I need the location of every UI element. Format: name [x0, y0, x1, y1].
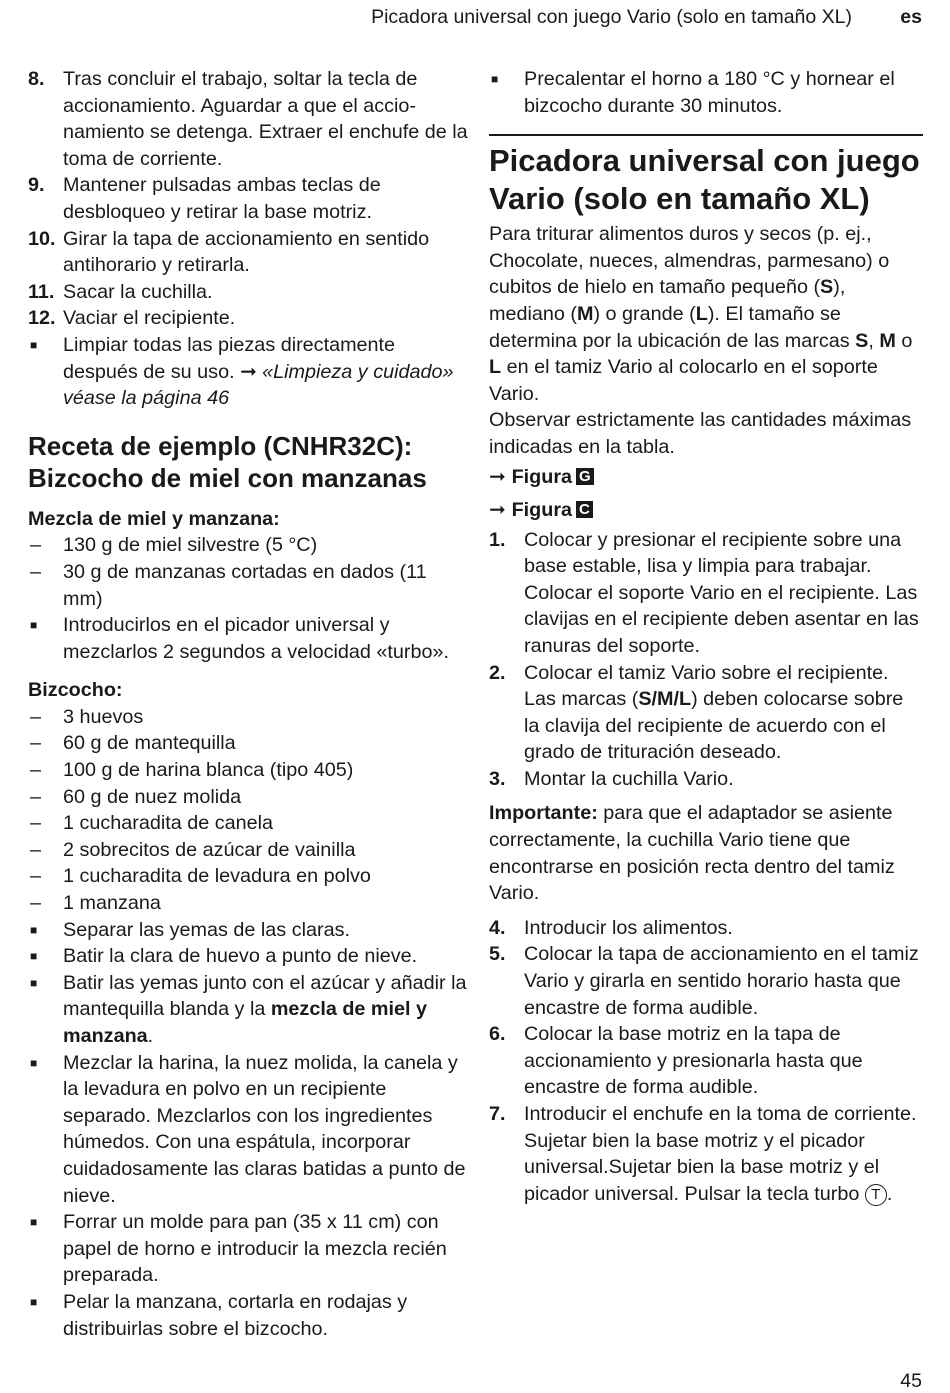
mark-m: M [879, 329, 896, 352]
intro-text: ). El tamaño se determina por la ubicación de las marcas [489, 302, 850, 352]
list-item [28, 332, 468, 412]
bullet-dash: – [30, 534, 42, 557]
observe-paragraph: Observar estrictamente las cantidades máximas indicadas en la tabla. [489, 409, 912, 458]
bullet-square: ■ [30, 922, 38, 937]
step-text: Introducir los alimentos. [524, 916, 733, 939]
ingredient-text: 100 g de harina blanca (tipo 405) [63, 759, 354, 782]
ingredient-text: 1 manzana [63, 892, 161, 915]
figure-label: Figura [511, 465, 573, 488]
intro-text: ) o grande ( [593, 302, 696, 325]
bullet-dash: – [30, 705, 42, 728]
section-divider [489, 134, 923, 136]
step-number: 9. [28, 174, 45, 197]
list-item [28, 784, 468, 811]
figure-reference [489, 461, 923, 494]
cross-reference: «Limpieza y cuidado» véase la página 46 [63, 360, 454, 410]
list-item [28, 226, 468, 279]
ingredient-text: 30 g de manzanas cortadas en dados (11 mm) [63, 560, 427, 610]
ingredient-text: 2 sobrecitos de azúcar de vainilla [63, 838, 356, 861]
list-item [28, 1050, 468, 1210]
step-text: Colocar la tapa de accionamiento en el tamiz Vario y girarla en sentido horario hasta que encastre de forma audible. [524, 943, 919, 1019]
list-item [28, 1209, 468, 1289]
step-text: Montar la cuchilla Vario. [524, 767, 734, 790]
language-code: es [900, 6, 922, 28]
list-item [28, 890, 468, 917]
section-title: Picadora universal con juego Vario (solo en tamaño XL) [489, 143, 920, 216]
step-list [28, 66, 468, 332]
bullet-dash: – [30, 759, 42, 782]
instruction-text: Mezclar la harina, la nuez molida, la canela y la levadura en polvo en un recipiente separado. Mezclarlos con los ingredientes húmedos. Con una espátula, incorporar cuidadosamente las claras batidas a punto de nieve. [63, 1051, 466, 1207]
bullet-square: ■ [30, 1055, 38, 1070]
ingredient-list [28, 704, 468, 917]
step-number: 12. [28, 307, 56, 330]
bullet-dash: – [30, 812, 42, 835]
list-item [28, 943, 468, 970]
list-item [489, 766, 923, 793]
ingredient-text: 1 cucharadita de levadura en polvo [63, 865, 371, 888]
step-text: Mantener pulsadas ambas teclas de desbloqueo y retirar la base motriz. [63, 174, 381, 223]
size-s: S [820, 276, 834, 299]
size-m: M [576, 302, 594, 325]
list-item [28, 1289, 468, 1342]
recipe-title: Receta de ejemplo (CNHR32C): Bizcocho de miel con manzanas [28, 430, 427, 493]
list-item [28, 305, 468, 332]
list-item [28, 837, 468, 864]
page-number: 45 [900, 1370, 922, 1392]
list-item [28, 810, 468, 837]
turbo-symbol-icon: T [865, 1184, 887, 1206]
step-number: 6. [489, 1023, 506, 1046]
header-title: Picadora universal con juego Vario (solo en tamaño XL) [371, 6, 852, 28]
list-item [28, 279, 468, 306]
step-text: Introducir el enchufe en la toma de corriente. Sujetar bien la base motriz y el picador universal.Sujetar bien la base motriz y el picador universal. Pulsar la tecla turbo [524, 1103, 917, 1205]
list-item [28, 863, 468, 890]
arrow-right-icon: ➞ [240, 360, 257, 383]
clean-text: Limpiar todas las piezas directamente después de su uso. [63, 333, 396, 383]
step-text: ) deben colocarse sobre la clavija del recipiente de acuerdo con el grado de trituración deseado. [524, 688, 904, 764]
instruction-text: Precalentar el horno a 180 °C y hornear el bizcocho durante 30 minutos. [524, 68, 895, 117]
bullet-dash: – [30, 732, 42, 755]
bullet-square: ■ [30, 1294, 38, 1309]
cake-heading: Bizcocho: [28, 679, 123, 702]
step-number: 5. [489, 943, 506, 966]
important-text: para que el adaptador se asiente correctamente, la cuchilla Vario tiene que encontrarse en posición recta dentro del tamiz Vario. [489, 802, 895, 905]
figure-reference [489, 494, 923, 527]
list-item [489, 660, 923, 766]
step-number: 7. [489, 1103, 506, 1125]
marks-sml: S/M/L [638, 688, 692, 711]
list-item [489, 915, 923, 942]
bullet-square: ■ [30, 337, 38, 352]
step-text: Girar la tapa de accionamiento en sentido antihorario y retirarla. [63, 227, 430, 277]
page-header [0, 6, 922, 32]
punctuation: . [886, 1182, 893, 1205]
mark-l: L [489, 356, 502, 379]
punctuation: , [868, 329, 874, 352]
bullet-square: ■ [30, 1215, 38, 1230]
instruction-text: Batir las yemas junto con el azúcar y añadir la mantequilla blanda y la [63, 971, 467, 1021]
bullet-square: ■ [30, 975, 38, 990]
list-item [28, 730, 468, 757]
bullet-square: ■ [491, 72, 499, 86]
ingredient-list [28, 532, 468, 612]
bullet-dash: – [30, 892, 42, 915]
important-note [489, 800, 923, 906]
list-item [28, 172, 468, 225]
list-item [28, 66, 468, 172]
size-l: L [695, 302, 708, 325]
ingredient-text: 60 g de mantequilla [63, 732, 236, 755]
intro-text: o [901, 329, 913, 352]
instruction-text: Batir la clara de huevo a punto de nieve. [63, 945, 418, 968]
step-text: Las marcas ( [524, 688, 639, 711]
list-item [489, 1101, 923, 1207]
step-text: Sacar la cuchilla. [63, 280, 213, 303]
ingredient-text: 130 g de miel silvestre (5 °C) [63, 534, 318, 557]
step-text: Colocar y presionar el recipiente sobre una base estable, lisa y limpia para trabajar. Colocar el soporte Vario en el recipiente. Las clavijas en el recipiente deben asentar en las ranuras del soporte. [524, 528, 919, 657]
list-item [28, 532, 468, 559]
list-item [489, 1021, 923, 1101]
list-item [28, 612, 468, 665]
instruction-text: Forrar un molde para pan (35 x 11 cm) con papel de horno e introducir la mezcla recién preparada. [63, 1211, 447, 1287]
bullet-square: ■ [30, 618, 38, 633]
step-number: 8. [28, 68, 45, 90]
arrow-right-icon: ➞ [489, 465, 506, 488]
ingredient-text: 3 huevos [63, 705, 144, 728]
step-number: 11. [28, 280, 55, 303]
step-number: 1. [489, 528, 506, 551]
mark-s: S [855, 329, 869, 352]
bullet-square: ■ [30, 949, 38, 964]
list-item [28, 917, 468, 944]
instruction-text: Separar las yemas de las claras. [63, 918, 350, 941]
instruction-text: Pelar la manzana, cortarla en rodajas y distribuirlas sobre el bizcocho. [63, 1290, 408, 1340]
bullet-dash: – [30, 838, 42, 861]
figure-letter-badge: C [576, 501, 593, 518]
punctuation: . [147, 1025, 154, 1047]
intro-text: Para triturar alimentos duros y secos (p. ej., Chocolate, nueces, almendras, parmesano) o cubitos de hielo en tamaño pequeño ( [489, 223, 890, 299]
step-number: 10. [28, 227, 56, 250]
intro-text: ), mediano ( [489, 276, 846, 325]
list-item [489, 527, 923, 660]
arrow-right-icon: ➞ [489, 498, 506, 521]
list-item [489, 941, 923, 1021]
bullet-dash: – [30, 560, 42, 583]
step-text: Colocar la base motriz en la tapa de accionamiento y presionarla hasta que encastre de forma audible. [524, 1023, 863, 1099]
left-column [28, 66, 468, 1342]
ingredient-text: 60 g de nuez molida [63, 785, 242, 808]
instruction-text: Introducirlos en el picador universal y mezclarlos 2 segundos a velocidad «turbo». [63, 614, 449, 663]
list-item [28, 757, 468, 784]
step-number: 3. [489, 767, 506, 790]
step-text: Tras concluir el trabajo, soltar la tecla de accionamiento. Aguardar a que el accio-namiento se detenga. Extraer el enchufe de la toma de corriente. [63, 68, 468, 170]
ingredient-text: 1 cucharadita de canela [63, 812, 274, 835]
figure-letter-badge: G [576, 468, 594, 485]
bullet-dash: – [30, 785, 42, 808]
figure-label: Figura [511, 498, 573, 521]
list-item [28, 704, 468, 731]
right-column [489, 66, 923, 1207]
step-number: 4. [489, 916, 506, 939]
mix-heading: Mezcla de miel y manzana: [28, 507, 280, 530]
intro-paragraph [489, 221, 923, 407]
list-item [28, 970, 468, 1050]
step-text: Vaciar el recipiente. [63, 307, 236, 330]
bullet-dash: – [30, 865, 42, 888]
list-item [489, 66, 923, 119]
list-item [28, 559, 468, 612]
intro-text: en el tamiz Vario al colocarlo en el soporte Vario. [489, 356, 878, 405]
step-text: Colocar el tamiz Vario sobre el recipiente. [524, 661, 889, 684]
important-label: Importante: [489, 802, 598, 825]
step-number: 2. [489, 661, 506, 684]
instruction-emphasis: mezcla de miel y manzana [63, 998, 427, 1047]
